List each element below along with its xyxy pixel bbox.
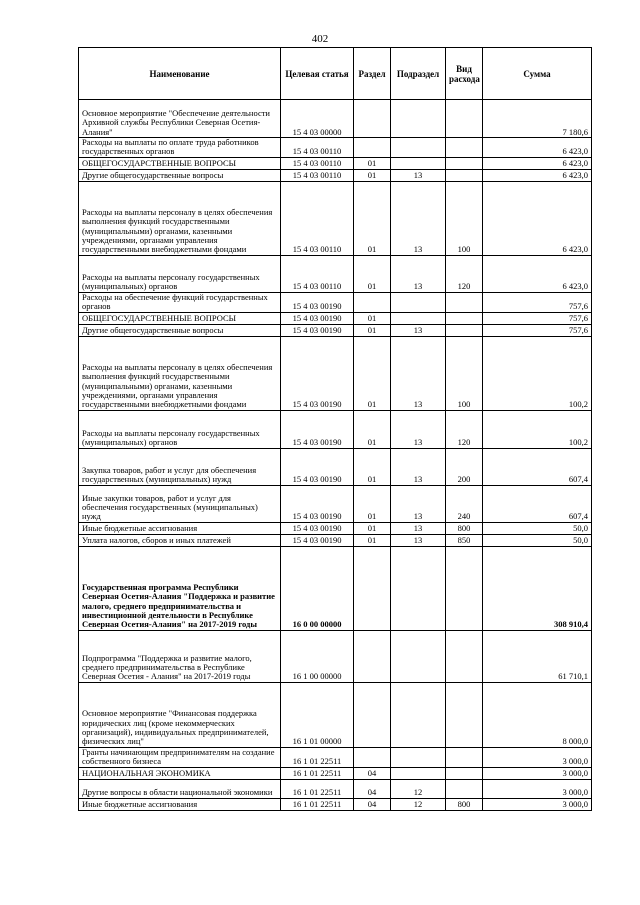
row-name: Расходы на выплаты по оплате труда работников государственных органов (79, 138, 281, 158)
row-section: 01 (354, 485, 391, 522)
row-subsection: 12 (391, 779, 446, 798)
row-amount: 6 423,0 (483, 255, 592, 292)
row-target-article: 15 4 03 00110 (281, 169, 354, 181)
table-row (79, 448, 592, 485)
row-section: 01 (354, 312, 391, 324)
row-name: Другие общегосударственные вопросы (79, 324, 281, 336)
row-name: Иные бюджетные ассигнования (79, 522, 281, 534)
header-section: Раздел (354, 48, 391, 100)
row-target-article: 15 4 03 00190 (281, 336, 354, 410)
row-target-article: 15 4 03 00000 (281, 100, 354, 138)
table-row (79, 255, 592, 292)
row-subsection (391, 292, 446, 312)
row-amount: 50,0 (483, 534, 592, 546)
row-amount: 3 000,0 (483, 747, 592, 767)
row-section: 01 (354, 324, 391, 336)
row-expense-type: 120 (446, 255, 483, 292)
row-section: 01 (354, 534, 391, 546)
header-expense-type: Вид расхода (446, 48, 483, 100)
row-subsection (391, 682, 446, 747)
row-section: 01 (354, 336, 391, 410)
row-expense-type (446, 312, 483, 324)
row-section: 04 (354, 767, 391, 779)
table-row (79, 522, 592, 534)
row-amount: 607,4 (483, 448, 592, 485)
row-amount: 6 423,0 (483, 157, 592, 169)
row-expense-type (446, 747, 483, 767)
row-section (354, 138, 391, 158)
row-amount: 61 710,1 (483, 630, 592, 682)
table-row (79, 312, 592, 324)
row-subsection (391, 100, 446, 138)
table-body (79, 100, 592, 811)
table-row (79, 410, 592, 448)
row-expense-type: 120 (446, 410, 483, 448)
row-name: Другие общегосударственные вопросы (79, 169, 281, 181)
row-name: ОБЩЕГОСУДАРСТВЕННЫЕ ВОПРОСЫ (79, 157, 281, 169)
row-section: 01 (354, 410, 391, 448)
row-subsection (391, 767, 446, 779)
table-row (79, 767, 592, 779)
row-target-article: 15 4 03 00190 (281, 485, 354, 522)
row-subsection: 13 (391, 324, 446, 336)
row-amount: 50,0 (483, 522, 592, 534)
row-expense-type (446, 157, 483, 169)
row-subsection (391, 546, 446, 630)
row-name: Государственная программа Республики Северная Осетия-Алания "Поддержка и развитие малого, среднего предпринимательства и инвестиционной деятельности в Республике Северная Осетия-Алания" на 2017-2019 годы (79, 546, 281, 630)
row-amount: 6 423,0 (483, 169, 592, 181)
row-expense-type (446, 779, 483, 798)
row-name: Закупка товаров, работ и услуг для обеспечения государственных (муниципальных) нужд (79, 448, 281, 485)
row-subsection: 13 (391, 181, 446, 255)
row-expense-type (446, 324, 483, 336)
row-name: Основное мероприятие "Обеспечение деятельности Архивной службы Республики Северная Осетия-Алания" (79, 100, 281, 138)
table-row (79, 336, 592, 410)
row-section: 01 (354, 448, 391, 485)
row-expense-type: 850 (446, 534, 483, 546)
row-target-article: 16 1 01 22511 (281, 798, 354, 810)
table-row (79, 324, 592, 336)
row-subsection (391, 312, 446, 324)
row-target-article: 16 1 01 22511 (281, 767, 354, 779)
row-section (354, 630, 391, 682)
row-expense-type (446, 767, 483, 779)
row-name: ОБЩЕГОСУДАРСТВЕННЫЕ ВОПРОСЫ (79, 312, 281, 324)
row-expense-type (446, 292, 483, 312)
row-amount: 757,6 (483, 292, 592, 312)
row-amount: 3 000,0 (483, 779, 592, 798)
row-subsection: 13 (391, 485, 446, 522)
table-row (79, 630, 592, 682)
row-subsection (391, 157, 446, 169)
row-name: Расходы на выплаты персоналу государственных (муниципальных) органов (79, 410, 281, 448)
table-row (79, 798, 592, 810)
row-section: 01 (354, 169, 391, 181)
row-target-article: 15 4 03 00110 (281, 181, 354, 255)
row-section: 01 (354, 522, 391, 534)
row-subsection: 13 (391, 410, 446, 448)
row-expense-type (446, 169, 483, 181)
table-row (79, 100, 592, 138)
row-name: Расходы на обеспечение функций государственных органов (79, 292, 281, 312)
table-row (79, 292, 592, 312)
row-section: 01 (354, 181, 391, 255)
row-subsection: 12 (391, 798, 446, 810)
row-subsection: 13 (391, 255, 446, 292)
header-target-article: Целевая статья (281, 48, 354, 100)
row-target-article: 16 1 01 00000 (281, 682, 354, 747)
row-name: Иные закупки товаров, работ и услуг для обеспечения государственных (муниципальных) нужд (79, 485, 281, 522)
row-expense-type: 800 (446, 798, 483, 810)
table-row (79, 779, 592, 798)
row-subsection (391, 630, 446, 682)
row-name: Основное мероприятие "Финансовая поддержка юридических лиц (кроме некоммерческих организаций), индивидуальных предпринимателей, физических лиц" (79, 682, 281, 747)
row-amount: 6 423,0 (483, 138, 592, 158)
table-row (79, 747, 592, 767)
row-section (354, 100, 391, 138)
row-subsection: 13 (391, 522, 446, 534)
row-expense-type: 240 (446, 485, 483, 522)
row-amount: 100,2 (483, 336, 592, 410)
row-amount: 8 000,0 (483, 682, 592, 747)
row-subsection: 13 (391, 169, 446, 181)
row-target-article: 15 4 03 00190 (281, 534, 354, 546)
row-target-article: 16 0 00 00000 (281, 546, 354, 630)
row-target-article: 15 4 03 00190 (281, 522, 354, 534)
row-target-article: 15 4 03 00110 (281, 138, 354, 158)
header-subsection: Подраздел (391, 48, 446, 100)
row-target-article: 15 4 03 00190 (281, 448, 354, 485)
row-amount: 757,6 (483, 312, 592, 324)
table-row (79, 157, 592, 169)
table-row (79, 534, 592, 546)
row-subsection: 13 (391, 448, 446, 485)
table-row (79, 181, 592, 255)
row-name: Расходы на выплаты персоналу в целях обеспечения выполнения функций государственными (муниципальными) органами, казенными учреждениями, органами управления государственными внебюджетными фондами (79, 336, 281, 410)
row-target-article: 15 4 03 00190 (281, 324, 354, 336)
table-row (79, 682, 592, 747)
row-amount: 6 423,0 (483, 181, 592, 255)
row-expense-type (446, 138, 483, 158)
row-subsection: 13 (391, 534, 446, 546)
row-name: Гранты начинающим предпринимателям на создание собственного бизнеса (79, 747, 281, 767)
page-number: 402 (311, 33, 329, 45)
row-subsection (391, 138, 446, 158)
row-target-article: 15 4 03 00110 (281, 157, 354, 169)
row-amount: 757,6 (483, 324, 592, 336)
row-expense-type (446, 546, 483, 630)
table-header-row (79, 48, 592, 100)
row-amount: 308 910,4 (483, 546, 592, 630)
row-target-article: 16 1 01 22511 (281, 779, 354, 798)
row-amount: 3 000,0 (483, 798, 592, 810)
row-amount: 7 180,6 (483, 100, 592, 138)
row-section: 04 (354, 798, 391, 810)
row-section (354, 747, 391, 767)
budget-table (78, 47, 592, 811)
row-target-article: 16 1 00 00000 (281, 630, 354, 682)
row-name: Расходы на выплаты персоналу государственных (муниципальных) органов (79, 255, 281, 292)
row-section (354, 682, 391, 747)
row-subsection: 13 (391, 336, 446, 410)
row-name: НАЦИОНАЛЬНАЯ ЭКОНОМИКА (79, 767, 281, 779)
row-expense-type (446, 100, 483, 138)
row-target-article: 15 4 03 00190 (281, 410, 354, 448)
row-section: 01 (354, 255, 391, 292)
row-expense-type (446, 682, 483, 747)
row-target-article: 15 4 03 00190 (281, 292, 354, 312)
table-row (79, 546, 592, 630)
row-subsection (391, 747, 446, 767)
row-name: Расходы на выплаты персоналу в целях обеспечения выполнения функций государственными (муниципальными) органами, казенными учреждениями, органами управления государственными внебюджетными фондами (79, 181, 281, 255)
row-expense-type: 100 (446, 336, 483, 410)
row-expense-type (446, 630, 483, 682)
row-name: Иные бюджетные ассигнования (79, 798, 281, 810)
row-target-article: 15 4 03 00110 (281, 255, 354, 292)
row-target-article: 15 4 03 00190 (281, 312, 354, 324)
row-target-article: 16 1 01 22511 (281, 747, 354, 767)
row-name: Подпрограмма "Поддержка и развитие малого, среднего предпринимательства в Республике Северная Осетия - Алания" на 2017-2019 годы (79, 630, 281, 682)
row-section: 01 (354, 157, 391, 169)
row-amount: 3 000,0 (483, 767, 592, 779)
row-expense-type: 800 (446, 522, 483, 534)
row-name: Уплата налогов, сборов и иных платежей (79, 534, 281, 546)
row-section: 04 (354, 779, 391, 798)
row-expense-type: 100 (446, 181, 483, 255)
row-name: Другие вопросы в области национальной экономики (79, 779, 281, 798)
table-row (79, 169, 592, 181)
table-row (79, 138, 592, 158)
table-row (79, 485, 592, 522)
row-amount: 607,4 (483, 485, 592, 522)
header-amount: Сумма (483, 48, 592, 100)
row-expense-type: 200 (446, 448, 483, 485)
row-section (354, 292, 391, 312)
row-amount: 100,2 (483, 410, 592, 448)
row-section (354, 546, 391, 630)
header-name: Наименование (79, 48, 281, 100)
